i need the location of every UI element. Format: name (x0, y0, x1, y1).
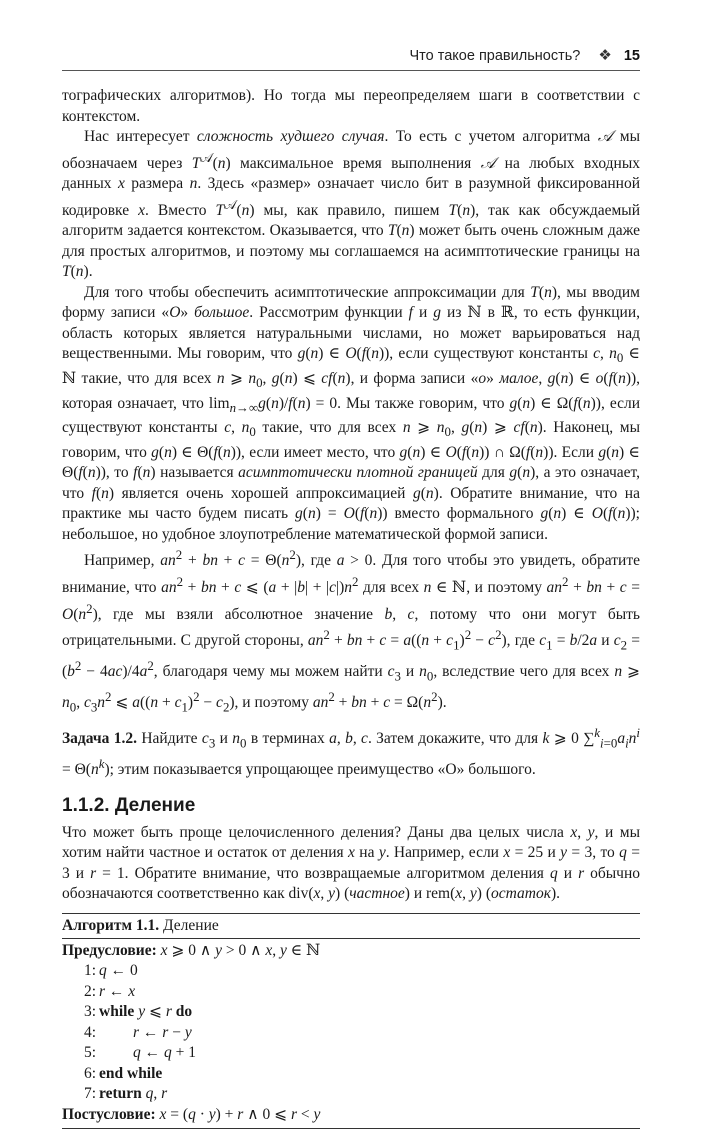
paragraph: тографических алгоритмов). Но тогда мы переопределяем шаги в соответствии с контекстом. (62, 87, 640, 125)
algorithm-box (62, 913, 640, 1129)
paragraph: Нас интересует сложность худшего случая. То есть с учетом алгоритма 𝒜 мы обозначаем через $T^𝒜(n)$ максимальное время выполнения 𝒜 на любых входных данных x размера n. Здесь «размер» означает число бит в разумной фиксированной кодировке x. Вместо $T^𝒜(n)$ мы, как правило, пишем T(n), так как обсуждаемый алгоритм задается контекстом. Оказывается, что T(n) может быть очень сложным даже для простых алгоритмов, и поэтому мы соглашаемся на асимптотические границы на T(n). (62, 128, 641, 281)
line-number: 5: (83, 1044, 96, 1062)
line-code: q ← 0 (99, 962, 138, 980)
algorithm-title: Алгоритм 1.1. Деление (62, 914, 640, 939)
line-number: 7: (83, 1085, 96, 1103)
line-code: q ← q + 1 (133, 1044, 196, 1062)
line-number: 6: (83, 1064, 96, 1082)
paragraphs (62, 86, 640, 717)
algorithm-line (62, 982, 640, 1003)
line-number: 3: (83, 1003, 96, 1021)
algorithm-line (62, 1064, 640, 1085)
line-number: 4: (83, 1023, 96, 1041)
line-code: while y ⩽ r do (99, 1003, 193, 1021)
algorithm-postcondition: Постусловие: x = (q · y) + r ∧ 0 ⩽ r < y (62, 1105, 321, 1123)
paragraph: Например, $an^2$ + bn + $c = \Theta(n^2)$, где a > 0. Для того чтобы это увидеть, обратите внимание, что $an^2$ + bn + c ⩽ $(a + |b| + |c|)n^2$ для всех n ∈ ℕ, и поэтому $an^2$ + bn + $c = O(n^2)$, где мы взяли абсолютное значение b, c, потому что они могут быть отрицательными. С другой стороны, $an^2$ + bn + $c = a((n + c_1)^2 - c^2)$, где $c_1 = b/2a$ и $c_2 = (b^2 - 4ac)/4a^2$, благодаря чему мы можем найти $c_3$ и $n_0$, вследствие чего для всех n ⩾ $n_0$, $c_3n^2$ ⩽ $a((n + c_1)^2 - c_2)$, и поэтому $an^2$ + bn + $c = \Omega(n^2)$. (62, 547, 640, 714)
algorithm-line (62, 1023, 640, 1044)
line-code: end while (99, 1064, 163, 1082)
page-body (62, 86, 640, 1129)
diamond-ornament-icon: ❖ (598, 47, 612, 64)
header-rule (62, 70, 640, 71)
line-number: 1: (83, 962, 96, 980)
exercise-1-2: Задача 1.2. Найдите $c_3$ и $n_0$ в терминах a, b, c. Затем докажите, что для k ⩾ 0 $\sum^k_{i=0}a_in^i = \Theta(n^k)$; этим показывается упрощающее преимущество «O» большого. (62, 725, 641, 779)
line-code: r ← x (99, 982, 136, 1000)
line-code: r ← r − y (133, 1023, 192, 1041)
section-paragraph: Что может быть проще целочисленного деления? Даны два целых числа x, y, и мы хотим найти частное и остаток от деления x на y. Например, если x = 25 и y = 3, то q = 3 и r = 1. Обратите внимание, что возвращаемые алгоритмом деления q и r обычно обозначаются соответственно как div(x, y) (частное) и rem(x, y) (остаток). (62, 823, 641, 903)
line-number: 2: (83, 982, 96, 1000)
line-code: return q, r (99, 1085, 168, 1103)
page-number: 15 (623, 48, 640, 64)
algorithm-line (62, 1084, 640, 1105)
section-heading: 1.1.2. Деление (62, 794, 196, 816)
paragraph: Для того чтобы обеспечить асимптотические аппроксимации для T(n), мы вводим форму записи «O» большое. Рассмотрим функции f и g из ℕ в ℝ, то есть функции, область которых является натуральными числами, но может варьироваться над вещественными. Мы говорим, что g(n) ∈ O(f(n)), если существуют константы c, $n_0$ ∈ ℕ такие, что для всех n ⩾ $n_0$, g(n) ⩽ cf(n), и форма записи «o» малое, g(n) ∈ o(f(n)), которая означает, что $\lim_{n\to\infty}g(n)/f(n) = 0$. Мы также говорим, что g(n) ∈ Ω(f(n)), если существуют константы c, $n_0$ такие, что для всех n ⩾ $n_0$, g(n) ⩾ cf(n). Наконец, мы говорим, что g(n) ∈ Θ(f(n)), если имеет место, что g(n) ∈ O(f(n)) ∩ Ω(f(n)). Если g(n) ∈ Θ(f(n)), то f(n) называется асимптотически плотной границей для g(n), а это означает, что f(n) является очень хорошей аппроксимацией g(n). Обратите внимание, что на практике мы часто будем писать g(n) = O(f(n)) вместо формального g(n) ∈ O(f(n)); небольшое, но удобное злоупотребление математической формой записи. (62, 283, 641, 543)
algorithm-lines (62, 961, 640, 1105)
algorithm-precondition: Предусловие: x ⩾ 0 ∧ y > 0 ∧ x, y ∈ ℕ (62, 941, 321, 959)
algorithm-line (62, 961, 640, 982)
algorithm-line (62, 1043, 640, 1064)
algorithm-line (62, 1002, 640, 1023)
running-header (62, 46, 640, 70)
running-header-title: Что такое правильность? (409, 48, 581, 64)
